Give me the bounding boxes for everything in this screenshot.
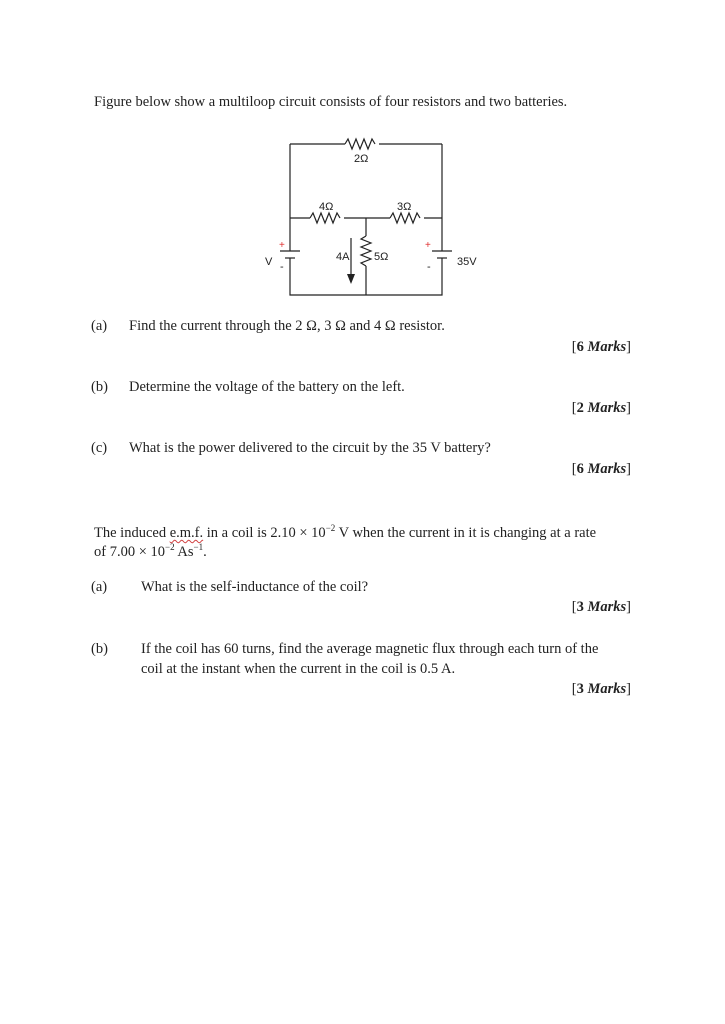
circuit-diagram bbox=[250, 130, 490, 305]
label-2ohm: 2Ω bbox=[354, 153, 369, 165]
current-arrow-head bbox=[347, 274, 355, 284]
q2-part-b-label: (b) bbox=[91, 641, 108, 657]
resistor-4ohm bbox=[310, 213, 340, 223]
question1-intro: Figure below show a multiloop circuit consists of four resistors and two batteries. bbox=[94, 94, 568, 110]
q2-part-a-text: What is the self-inductance of the coil? bbox=[141, 579, 369, 595]
q1-part-c-marks: [6 Marks] bbox=[571, 461, 631, 477]
q2-part-a-label: (a) bbox=[91, 579, 108, 595]
q1-part-b-text: Determine the voltage of the battery on the left. bbox=[129, 379, 405, 395]
label-5ohm: 5Ω bbox=[374, 251, 389, 263]
question2-intro-line1: The induced e.m.f. in a coil is $2.10 \times 10^{-2}$ V when the current in it is changing at a rate bbox=[94, 523, 597, 541]
q2-part-a-marks: [3 Marks] bbox=[571, 599, 631, 615]
label-current: 4A bbox=[336, 251, 350, 263]
label-right-battery: 35V bbox=[457, 256, 477, 268]
q1-part-c-text: What is the power delivered to the circuit by the 35 V battery? bbox=[129, 440, 491, 456]
label-left-battery: V bbox=[265, 256, 273, 268]
resistor-5ohm bbox=[361, 236, 371, 266]
right-battery-minus: - bbox=[427, 261, 431, 273]
resistor-2ohm bbox=[345, 139, 375, 149]
question2-intro-line2: of $7.00 \times 10^{-2}$ $As^{-1}$. bbox=[94, 542, 207, 560]
q1-part-a-marks: [6 Marks] bbox=[571, 339, 631, 355]
label-3ohm: 3Ω bbox=[397, 201, 412, 213]
right-battery-plus: + bbox=[425, 240, 431, 251]
q2-part-b-text-line2: coil at the instant when the current in the coil is 0.5 A. bbox=[141, 661, 456, 677]
q2-part-b-marks: [3 Marks] bbox=[571, 681, 631, 697]
q1-part-a-text: Find the current through the 2 Ω, 3 Ω and 4 Ω resistor. bbox=[129, 318, 445, 334]
q2-part-b-text-line1: If the coil has 60 turns, find the average magnetic flux through each turn of the bbox=[141, 641, 599, 657]
q1-part-c-label: (c) bbox=[91, 440, 108, 456]
q1-part-b-label: (b) bbox=[91, 379, 108, 395]
q1-part-a-label: (a) bbox=[91, 318, 108, 334]
left-battery-minus: - bbox=[280, 261, 284, 273]
emf-term: e.m.f. bbox=[169, 525, 204, 541]
resistor-3ohm bbox=[390, 213, 420, 223]
label-4ohm: 4Ω bbox=[319, 201, 334, 213]
q1-part-b-marks: [2 Marks] bbox=[571, 400, 631, 416]
left-battery-plus: + bbox=[279, 240, 285, 251]
